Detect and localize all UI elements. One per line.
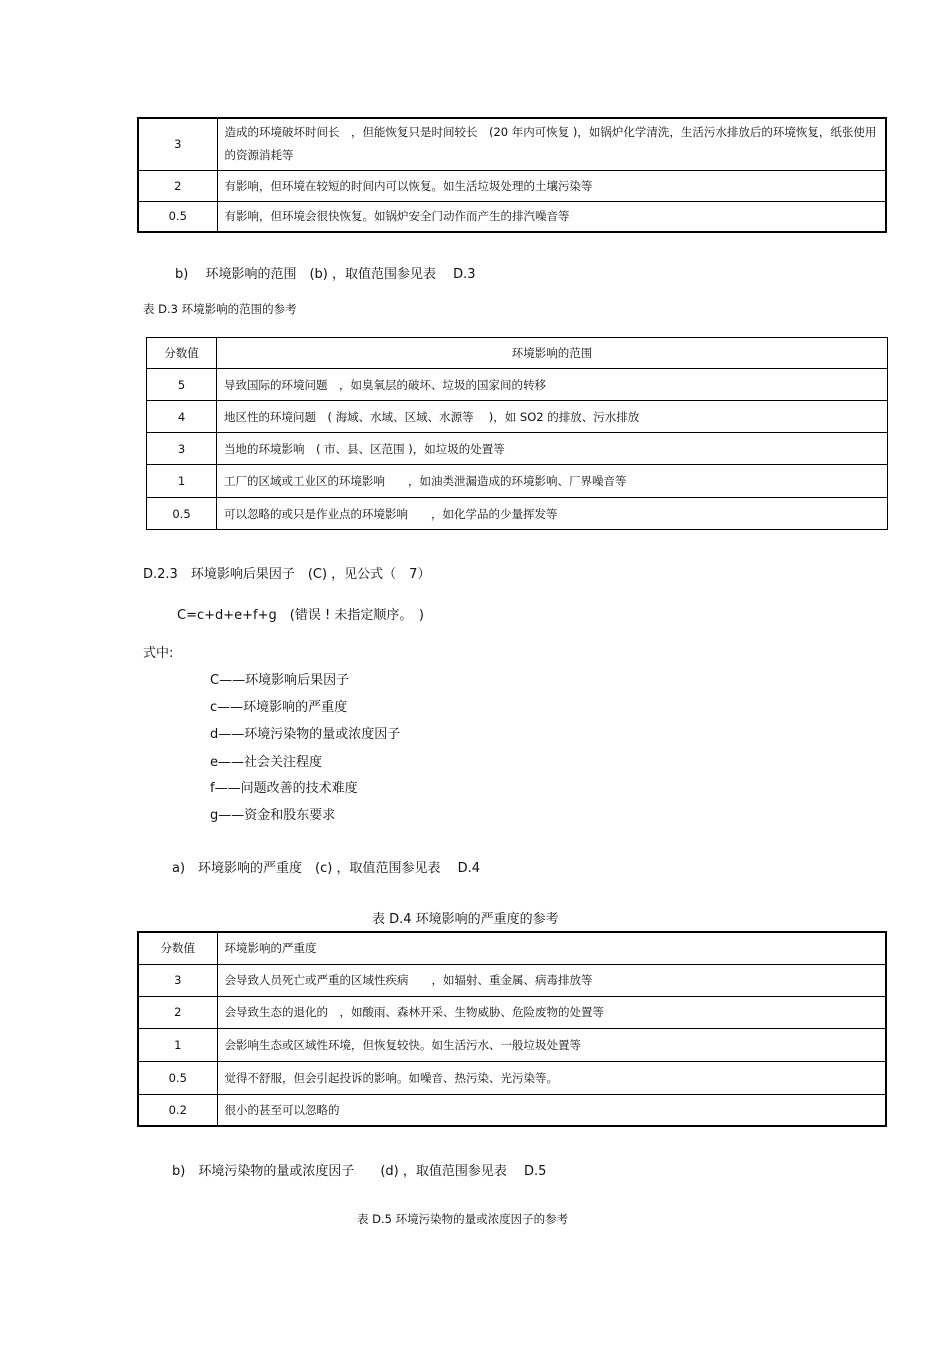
score-cell: 1: [138, 1028, 217, 1061]
table-row: [147, 433, 888, 465]
description-cell: 会导致生态的退化的 ，如酸雨、森林开采、生物威胁、危险废物的处置等: [217, 996, 886, 1028]
quantity-paragraph: b) 环境污染物的量或浓度因子 (d) ，取值范围参见表 D.5: [172, 1164, 547, 1179]
score-cell: 3: [147, 433, 217, 465]
description-cell: 地区性的环境问题 ( 海域、水域、区域、水源等 )，如 SO2 的排放、污水排放: [217, 401, 888, 433]
description-cell: 会导致人员死亡或严重的区域性疾病 ，如辐射、重金属、病毒排放等: [217, 964, 886, 996]
definition-item: d——环境污染物的量或浓度因子: [210, 727, 401, 742]
formula: C=c+d+e+f+g (错误 ! 未指定顺序。 ): [177, 608, 424, 623]
score-cell: 0.5: [138, 1061, 217, 1094]
table-row: [138, 118, 886, 170]
where-label: 式中:: [143, 646, 174, 661]
table-d3: [146, 337, 888, 530]
description-cell: 有影响，但环境会很快恢复。如锅炉安全门动作而产生的排汽噪音等: [217, 201, 886, 232]
score-cell: 0.5: [147, 498, 217, 530]
description-cell: 会影响生态或区域性环境，但恢复较快。如生活污水、一般垃圾处置等: [217, 1028, 886, 1061]
definition-item: e——社会关注程度: [210, 755, 322, 770]
severity-paragraph: a) 环境影响的严重度 (c) ，取值范围参见表 D.4: [172, 861, 481, 876]
description-cell: 工厂的区域或工业区的环境影响 ，如油类泄漏造成的环境影响、厂界噪音等: [217, 465, 888, 498]
table-row: [138, 964, 886, 996]
description-cell: 可以忽略的或只是作业点的环境影响 ，如化学品的少量挥发等: [217, 498, 888, 530]
table-d5-caption: 表 D.5 环境污染物的量或浓度因子的参考: [357, 1212, 569, 1226]
table-header-row: [147, 338, 888, 369]
description-cell: [217, 118, 886, 170]
table-row: [138, 1094, 886, 1126]
description-cell: 当地的环境影响 ( 市、县、区范围 )，如垃圾的处置等: [217, 433, 888, 465]
score-cell: 0.2: [138, 1094, 217, 1126]
header-score: 分数值: [147, 338, 217, 369]
score-cell: 5: [147, 369, 217, 401]
table-d3-caption: 表 D.3 环境影响的范围的参考: [143, 302, 297, 316]
header-desc: 环境影响的严重度: [217, 932, 886, 964]
header-score: 分数值: [138, 932, 217, 964]
score-cell: 0.5: [138, 201, 217, 232]
table-row: [138, 996, 886, 1028]
description-cell: 很小的甚至可以忽略的: [217, 1094, 886, 1126]
table-row: [138, 201, 886, 232]
description-cell: 觉得不舒服，但会引起投诉的影响。如噪音、热污染、光污染等。: [217, 1061, 886, 1094]
table-d4: [137, 931, 887, 1127]
definition-item: c——环境影响的严重度: [210, 700, 348, 715]
table-row: [147, 498, 888, 530]
score-cell: 4: [147, 401, 217, 433]
definition-item: g——资金和股东要求: [210, 808, 336, 823]
header-desc: 环境影响的范围: [217, 338, 888, 369]
table-row: [138, 1061, 886, 1094]
table-row: [147, 401, 888, 433]
table-row: [147, 369, 888, 401]
table-row: [138, 1028, 886, 1061]
description-cell: 导致国际的环境问题 ，如臭氧层的破坏、垃圾的国家间的转移: [217, 369, 888, 401]
table-row: [147, 465, 888, 498]
description-text: 造成的环境破坏时间长 ，但能恢复只是时间较长 (20 年内可恢复 )，如锅炉化学清洗，生活污水排放后的环境恢复，纸张使用的资源消耗等: [224, 125, 877, 163]
table-row: [138, 170, 886, 201]
score-cell: 3: [138, 118, 217, 170]
range-paragraph: b) 环境影响的范围 (b) ，取值范围参见表 D.3: [175, 267, 476, 282]
score-cell: 1: [147, 465, 217, 498]
table-header-row: [138, 932, 886, 964]
definition-item: f——问题改善的技术难度: [210, 781, 358, 796]
section-heading-d23: D.2.3 环境影响后果因子 (C) ，见公式（ 7）: [143, 567, 431, 582]
description-cell: 有影响，但环境在较短的时间内可以恢复。如生活垃圾处理的土壤污染等: [217, 170, 886, 201]
score-cell: 2: [138, 170, 217, 201]
table-d4-caption: 表 D.4 环境影响的严重度的参考: [372, 912, 559, 927]
score-cell: 2: [138, 996, 217, 1028]
definition-item: C——环境影响后果因子: [210, 673, 350, 688]
score-cell: 3: [138, 964, 217, 996]
table-d2-continuation: [137, 117, 887, 233]
